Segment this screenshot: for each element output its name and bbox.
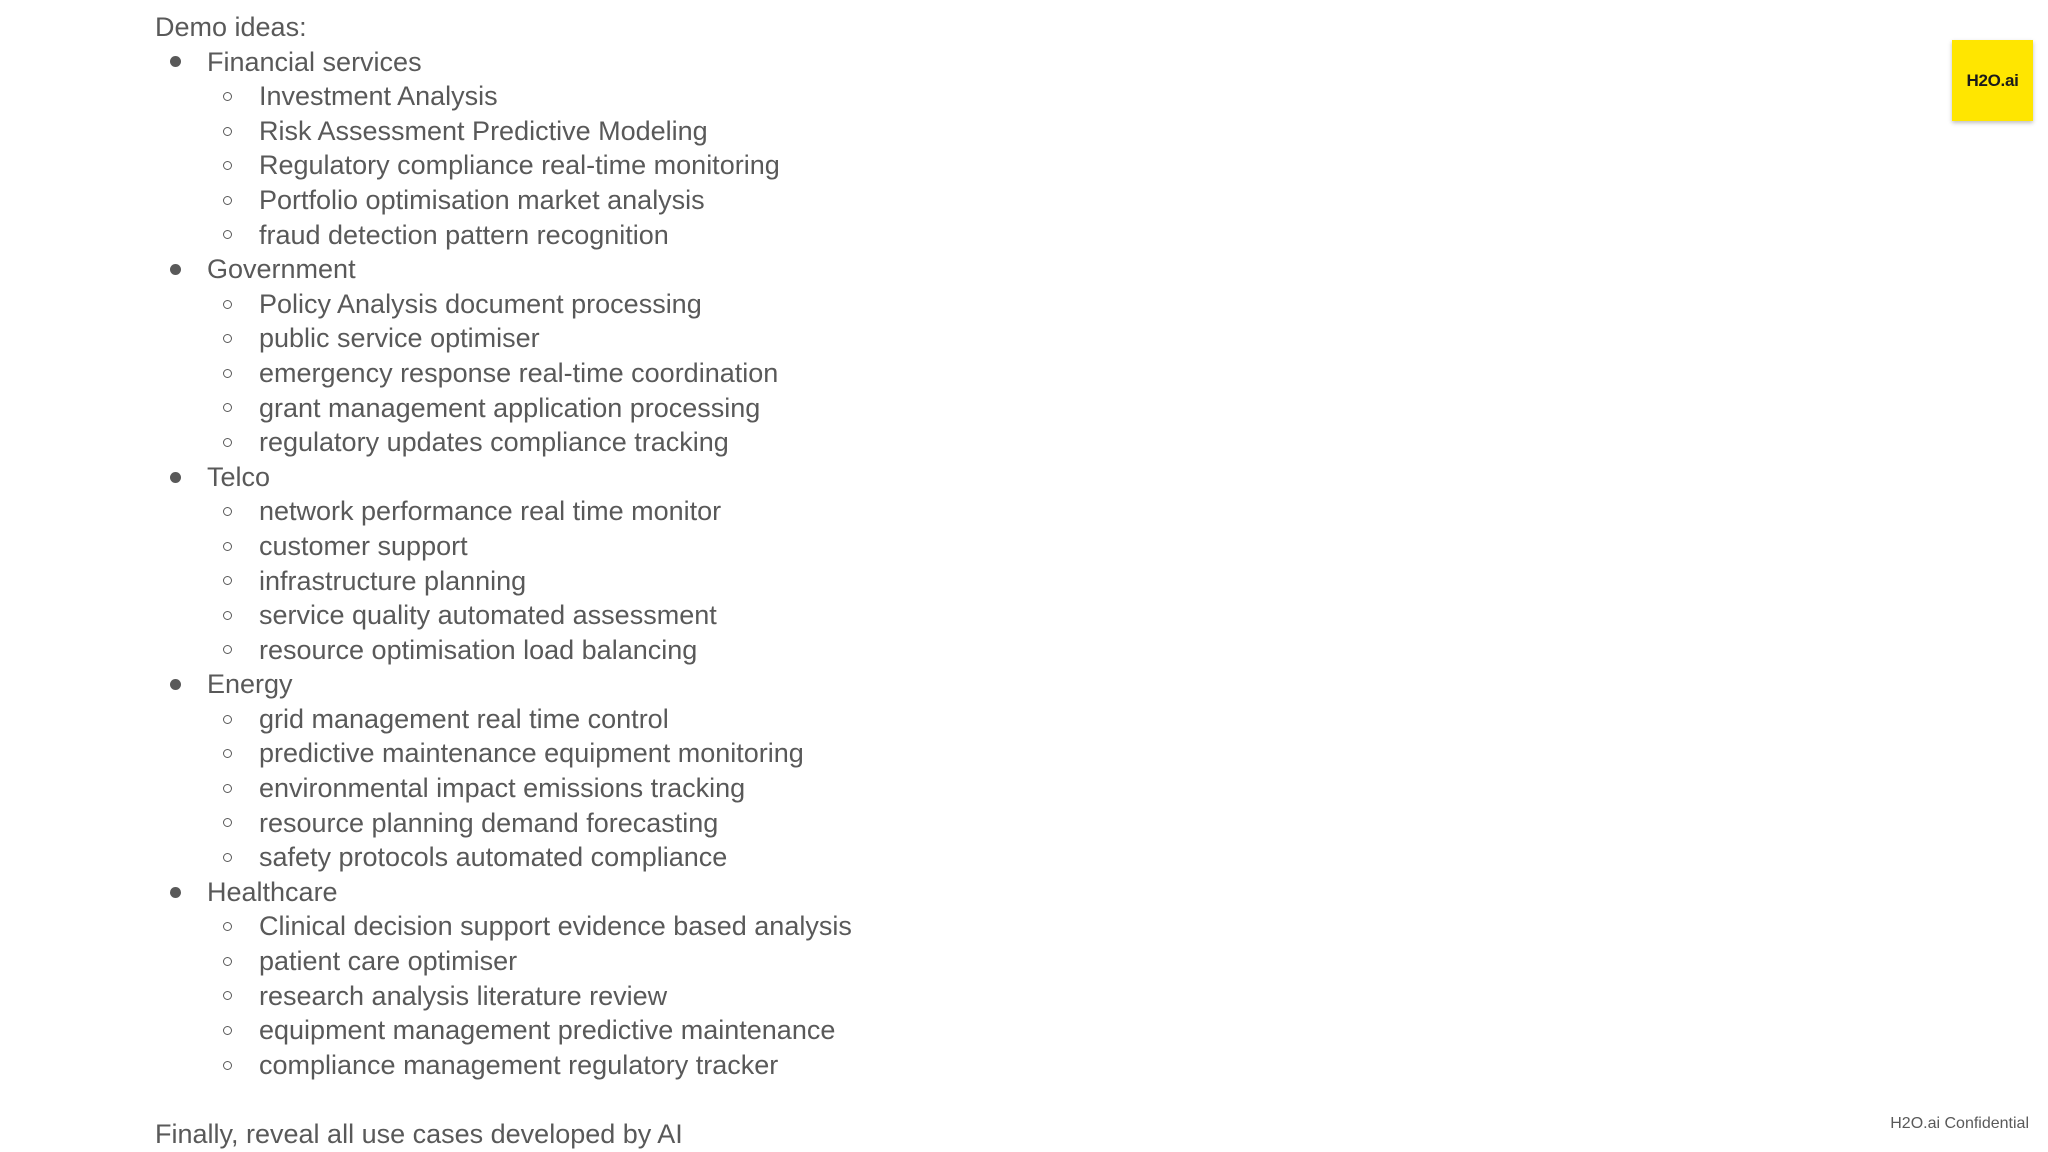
category-energy	[155, 667, 1355, 702]
category-telco	[155, 460, 1355, 495]
bullet-circle-icon	[217, 425, 237, 460]
bullet-circle-icon	[217, 633, 237, 668]
list-item	[155, 1013, 1355, 1048]
bullet-dot-icon	[165, 875, 185, 910]
list-item-label: network performance real time monitor	[259, 496, 722, 527]
list-item-label: grid management real time control	[259, 703, 669, 734]
bullet-circle-icon	[217, 909, 237, 944]
h2o-logo	[1952, 40, 2033, 121]
bullet-circle-icon	[217, 391, 237, 426]
category-financial-services	[155, 45, 1355, 80]
bullet-circle-icon	[217, 148, 237, 183]
bullet-circle-icon	[217, 702, 237, 737]
list-item	[155, 148, 1355, 183]
list-item	[155, 806, 1355, 841]
list-item-label: Risk Assessment Predictive Modeling	[259, 115, 708, 146]
list-item-label: Investment Analysis	[259, 81, 498, 112]
bullet-circle-icon	[217, 494, 237, 529]
list-item-label: compliance management regulatory tracker	[259, 1049, 779, 1080]
list-item	[155, 79, 1355, 114]
list-item	[155, 287, 1355, 322]
list-item-label: Portfolio optimisation market analysis	[259, 184, 705, 215]
list-item	[155, 356, 1355, 391]
closing-text: Finally, reveal all use cases developed by AI	[155, 1119, 683, 1150]
bullet-circle-icon	[217, 114, 237, 149]
bullet-dot-icon	[165, 667, 185, 702]
list-item-label: environmental impact emissions tracking	[259, 773, 746, 804]
list-item	[155, 979, 1355, 1014]
list-item	[155, 183, 1355, 218]
bullet-circle-icon	[217, 356, 237, 391]
category-label: Healthcare	[207, 876, 338, 907]
list-item-label: service quality automated assessment	[259, 600, 717, 631]
list-item-label: customer support	[259, 530, 468, 561]
bullet-dot-icon	[165, 460, 185, 495]
list-item	[155, 218, 1355, 253]
logo-text: H2O.ai	[1966, 70, 2019, 90]
list-item	[155, 771, 1355, 806]
list-item-label: research analysis literature review	[259, 980, 668, 1011]
list-item	[155, 598, 1355, 633]
list-item-label: resource planning demand forecasting	[259, 807, 719, 838]
list-item-label: emergency response real-time coordination	[259, 357, 779, 388]
list-item	[155, 391, 1355, 426]
list-item	[155, 494, 1355, 529]
list-item	[155, 321, 1355, 356]
bullet-circle-icon	[217, 183, 237, 218]
bullet-circle-icon	[217, 771, 237, 806]
list-item-label: Regulatory compliance real-time monitoring	[259, 150, 780, 181]
bullet-circle-icon	[217, 944, 237, 979]
list-item	[155, 840, 1355, 875]
list-item-label: resource optimisation load balancing	[259, 634, 698, 665]
list-item-label: Policy Analysis document processing	[259, 288, 702, 319]
bullet-circle-icon	[217, 529, 237, 564]
list-item	[155, 425, 1355, 460]
list-item-label: public service optimiser	[259, 323, 540, 354]
category-healthcare	[155, 875, 1355, 910]
category-label: Financial services	[207, 46, 422, 77]
bullet-circle-icon	[217, 218, 237, 253]
category-government	[155, 252, 1355, 287]
list-item	[155, 944, 1355, 979]
bullet-circle-icon	[217, 79, 237, 114]
category-label: Government	[207, 254, 356, 285]
list-item	[155, 114, 1355, 149]
list-item-label: equipment management predictive maintenance	[259, 1015, 836, 1046]
list-item-label: predictive maintenance equipment monitoring	[259, 738, 804, 769]
list-item	[155, 633, 1355, 668]
bullet-circle-icon	[217, 806, 237, 841]
intro-text: Demo ideas:	[155, 12, 307, 42]
bullet-circle-icon	[217, 564, 237, 599]
spacer	[155, 1082, 1355, 1117]
bullet-circle-icon	[217, 979, 237, 1014]
list-item-label: safety protocols automated compliance	[259, 842, 728, 873]
list-item-label: fraud detection pattern recognition	[259, 219, 669, 250]
bullet-circle-icon	[217, 1013, 237, 1048]
confidential-footer: H2O.ai Confidential	[1890, 1115, 2029, 1132]
bullet-dot-icon	[165, 45, 185, 80]
bullet-circle-icon	[217, 598, 237, 633]
list-item	[155, 702, 1355, 737]
list-item	[155, 564, 1355, 599]
list-item-label: regulatory updates compliance tracking	[259, 427, 729, 458]
bullet-circle-icon	[217, 840, 237, 875]
list-item-label: patient care optimiser	[259, 946, 518, 977]
bullet-circle-icon	[217, 1048, 237, 1083]
list-item	[155, 736, 1355, 771]
list-item	[155, 529, 1355, 564]
list-item	[155, 1048, 1355, 1083]
slide-content	[155, 10, 1355, 1152]
list-item-label: Clinical decision support evidence based analysis	[259, 911, 852, 942]
list-item-label: grant management application processing	[259, 392, 761, 423]
list-item-label: infrastructure planning	[259, 565, 527, 596]
list-item	[155, 909, 1355, 944]
bullet-dot-icon	[165, 252, 185, 287]
bullet-circle-icon	[217, 287, 237, 322]
category-label: Energy	[207, 669, 293, 700]
category-label: Telco	[207, 461, 271, 492]
bullet-circle-icon	[217, 321, 237, 356]
bullet-circle-icon	[217, 736, 237, 771]
